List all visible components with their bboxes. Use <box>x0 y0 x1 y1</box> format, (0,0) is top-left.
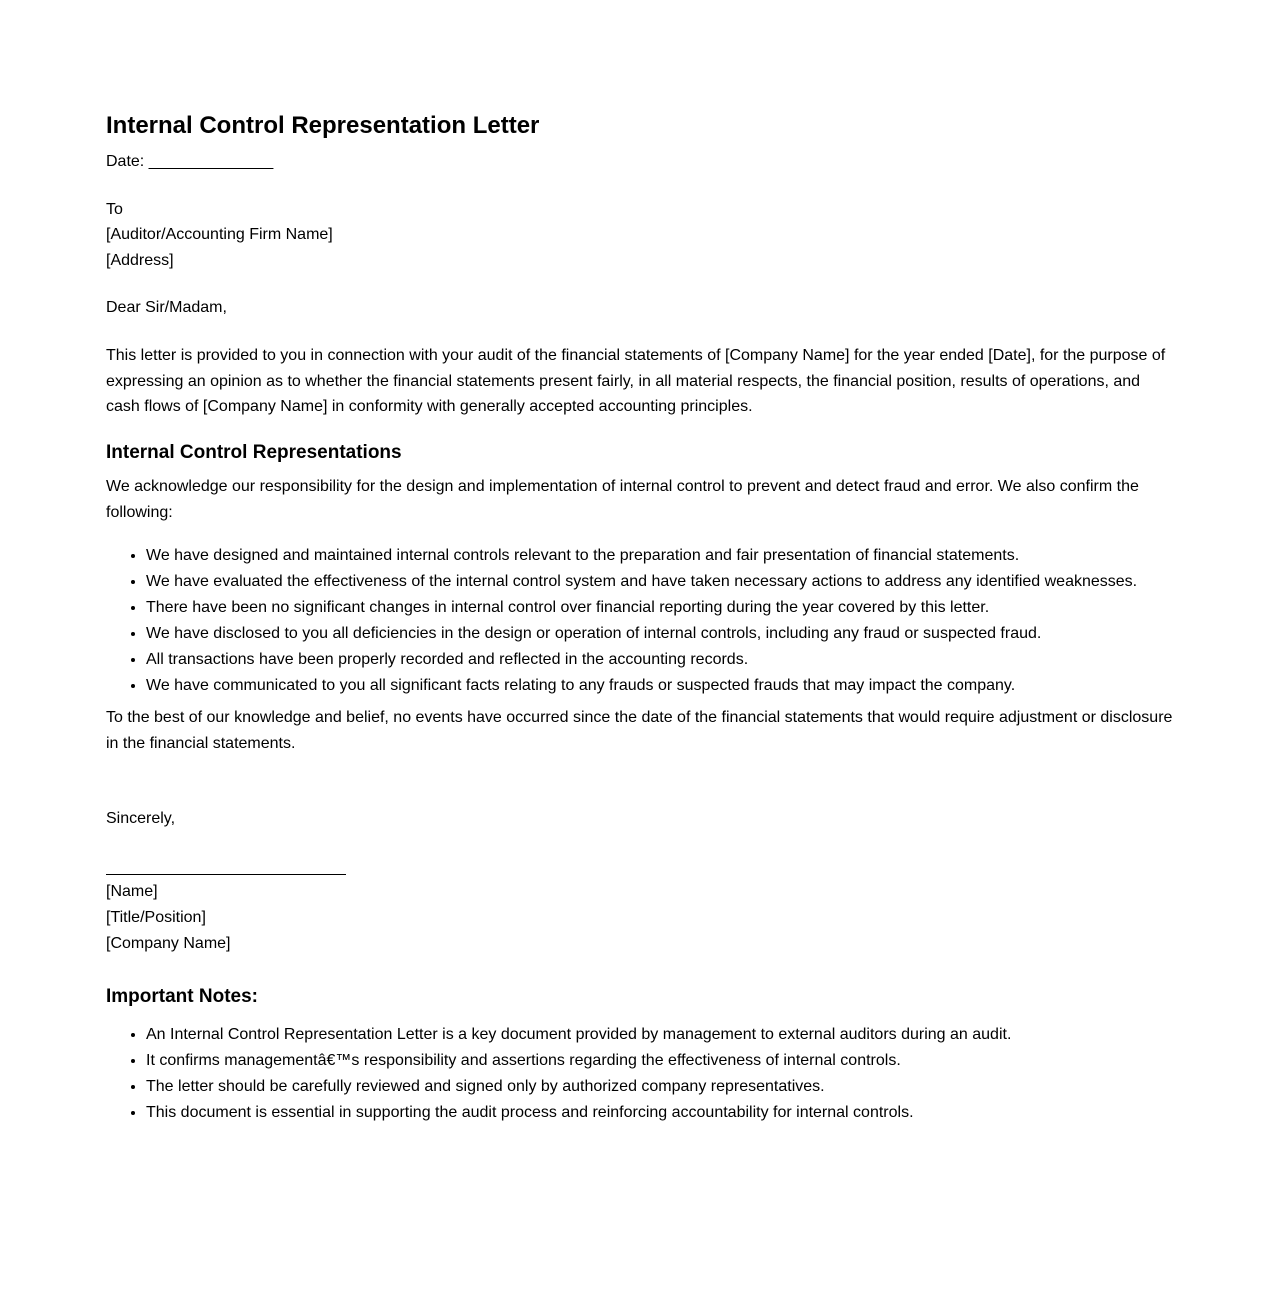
date-line: Date: ______________ <box>106 153 274 170</box>
section-heading-notes: Important Notes: <box>106 986 258 1007</box>
list-item: • It confirms managementâ€™s responsibility and assertions regarding the effectiveness of internal controls. <box>146 1048 1246 1074</box>
signer-name: [Name] <box>106 883 158 900</box>
list-item: • An Internal Control Representation Letter is a key document provided by management to external auditors during an audit. <box>146 1022 1246 1048</box>
list-item: • We have evaluated the effectiveness of the internal control system and have taken necessary actions to address any identified weaknesses. <box>146 569 1246 595</box>
notes-list <box>106 1022 1246 1126</box>
representations-lead: We acknowledge our responsibility for the design and implementation of internal control to prevent and detect fraud and error. We also confirm the following: <box>106 478 1139 521</box>
list-item: • This document is essential in supporting the audit process and reinforcing accountability for internal controls. <box>146 1100 1246 1126</box>
recipient-firm: [Auditor/Accounting Firm Name] <box>106 226 333 243</box>
intro-paragraph: This letter is provided to you in connection with your audit of the financial statements of [Company Name] for the year ended [Date], for the purpose of expressing an opinion as to whether the financial statements present fairly, in all material respects, the financial position, results of operations, and cash flows of [Company Name] in conformity with generally accepted accounting principles. <box>106 347 1166 415</box>
list-item: • The letter should be carefully reviewed and signed only by authorized company representatives. <box>146 1074 1246 1100</box>
list-item: • All transactions have been properly recorded and reflected in the accounting records. <box>146 647 1246 673</box>
list-item: • We have communicated to you all significant facts relating to any frauds or suspected frauds that may impact the company. <box>146 673 1246 699</box>
list-item: • We have disclosed to you all deficiencies in the design or operation of internal controls, including any fraud or suspected fraud. <box>146 621 1246 647</box>
representations-closing: To the best of our knowledge and belief, no events have occurred since the date of the financial statements that would require adjustment or disclosure in the financial statements. <box>106 709 1173 752</box>
recipient-to: To <box>106 201 123 218</box>
representations-list <box>106 543 1246 699</box>
list-item: • There have been no significant changes in internal control over financial reporting during the year covered by this letter. <box>146 595 1246 621</box>
signer-company: [Company Name] <box>106 935 231 952</box>
recipient-address: [Address] <box>106 252 174 269</box>
signature-line <box>106 874 346 875</box>
signer-title: [Title/Position] <box>106 909 206 926</box>
valediction: Sincerely, <box>106 810 176 827</box>
salutation: Dear Sir/Madam, <box>106 299 227 316</box>
page-title: Internal Control Representation Letter <box>106 112 540 139</box>
section-heading-representations: Internal Control Representations <box>106 442 402 463</box>
list-item: • We have designed and maintained internal controls relevant to the preparation and fair presentation of financial statements. <box>146 543 1246 569</box>
